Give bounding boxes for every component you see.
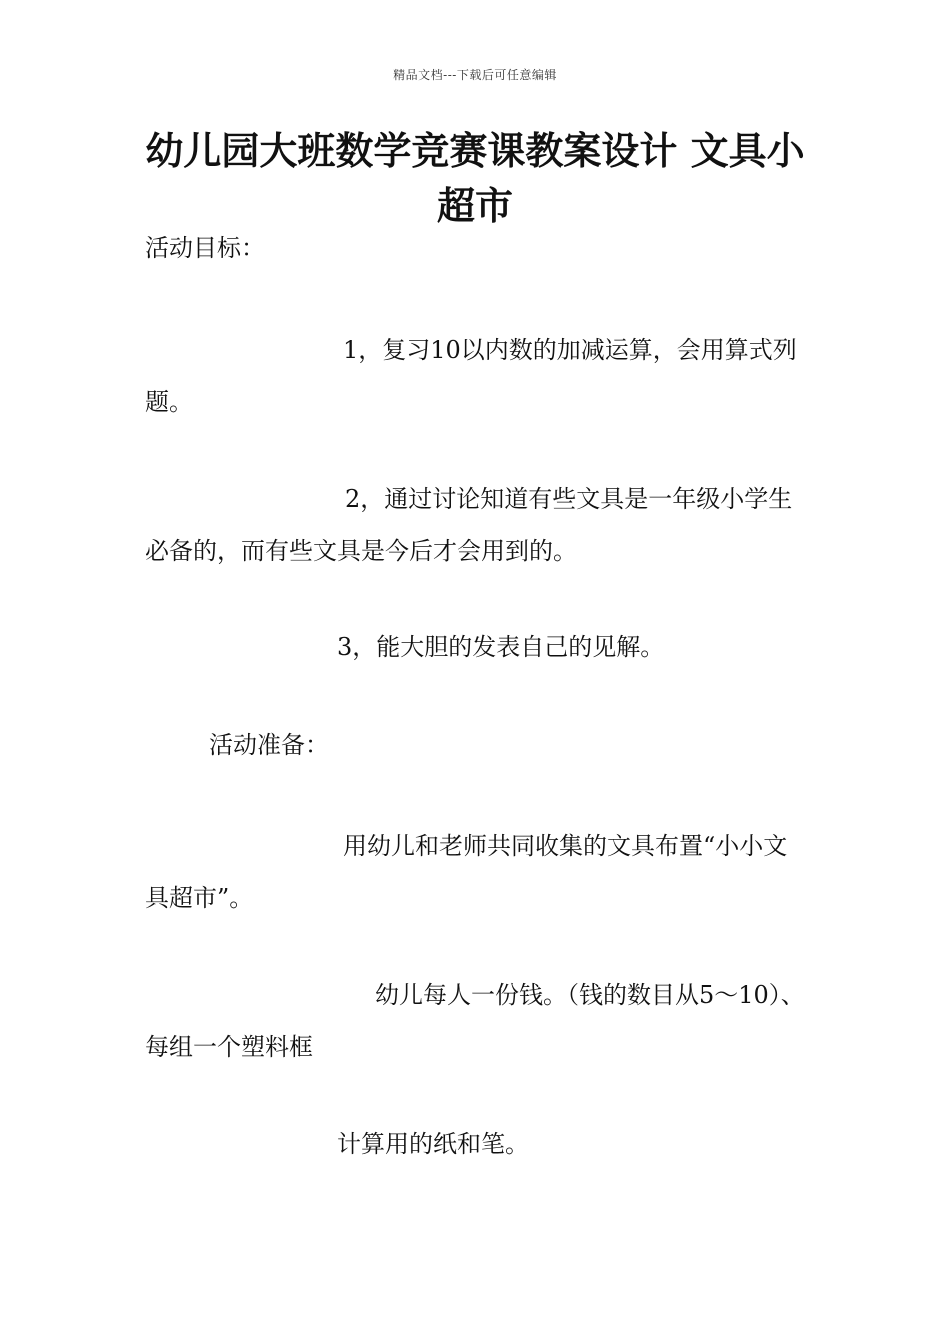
prep-heading: 活动准备： bbox=[209, 731, 329, 759]
prep-item-1 bbox=[145, 820, 807, 924]
prep-item-3: 计算用的纸和笔。 bbox=[337, 1130, 529, 1158]
goal-item-2 bbox=[145, 473, 807, 577]
page-header: 精品文档---下载后可任意编辑 bbox=[393, 68, 557, 82]
goal-item-2-text: 2，通过讨论知道有些文具是一年级小学生必备的，而有些文具是今后才会用到的。 bbox=[145, 485, 793, 565]
goals-heading: 活动目标： bbox=[145, 234, 265, 262]
prep-item-1-text: 用幼儿和老师共同收集的文具布置“小小文具超市”。 bbox=[145, 832, 788, 912]
goal-item-1 bbox=[145, 324, 807, 428]
prep-item-2-text: 幼儿每人一份钱。（钱的数目从5～10）、每组一个塑料框 bbox=[145, 981, 805, 1061]
goal-item-3: 3，能大胆的发表自己的见解。 bbox=[337, 633, 665, 661]
document-title: 幼儿园大班数学竞赛课教案设计 文具小超市 bbox=[145, 129, 805, 228]
goal-item-1-text: 1，复习10以内数的加减运算，会用算式列题。 bbox=[145, 336, 797, 416]
prep-item-2 bbox=[145, 969, 807, 1073]
